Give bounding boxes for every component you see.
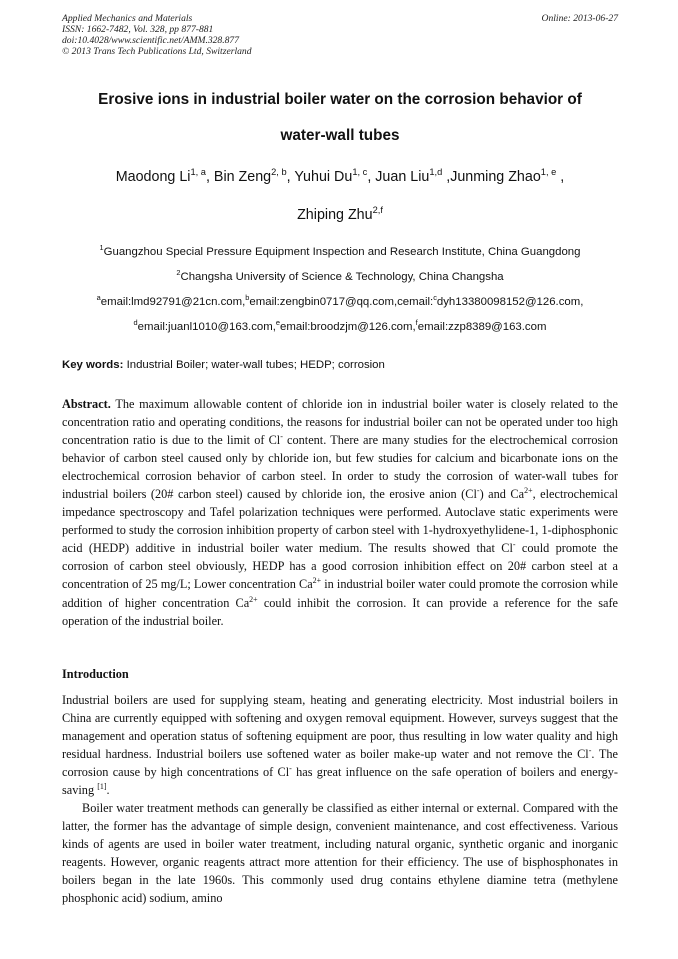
author-separator: , [367, 169, 376, 185]
journal-issn: ISSN: 1662-7482, Vol. 328, pp 877-881 [62, 24, 214, 35]
abstract-text: in industrial boiler water could promote the corrosion while addition of higher concentration Ca [62, 577, 618, 610]
author-name: Zhiping Zhu [297, 207, 373, 223]
author-affiliation-mark: 1,d [429, 167, 443, 178]
keywords-text: Industrial Boiler; water-wall tubes; HEDP; corrosion [123, 359, 385, 371]
ion-charge: 2+ [249, 594, 258, 604]
author-name: Yuhui Du [294, 169, 353, 185]
ion-charge: - [512, 540, 516, 550]
affiliation-1 [50, 243, 630, 258]
author-affiliation-mark: 1, e [540, 167, 557, 178]
affiliation-2 [50, 268, 630, 283]
email-address[interactable]: email:zengbin0717@qq.com,cemail: [249, 296, 434, 308]
paper-title-line-1: Erosive ions in industrial boiler water on the corrosion behavior of [98, 91, 582, 108]
online-date: Online: 2013-06-27 [541, 13, 618, 24]
keywords [62, 359, 385, 371]
email-line-2 [50, 318, 630, 333]
abstract-text: could inhibit the corrosion. It can provide a reference for the safe operation of the industrial boiler. [62, 595, 618, 628]
section-heading-introduction: Introduction [62, 667, 129, 681]
email-mark: c [433, 293, 437, 303]
email-mark: f [415, 318, 418, 328]
author-name: Maodong Li [115, 169, 191, 185]
intro-text: has great influence on the safe operation of boilers and energy-saving [62, 765, 618, 798]
intro-text: . [106, 783, 110, 798]
journal-name: Applied Mechanics and Materials [62, 13, 193, 24]
paper-title-line-2: water-wall tubes [280, 127, 400, 144]
ion-charge: - [588, 746, 592, 756]
abstract-text: could promote the corrosion of carbon steel obviously, HEDP has a good corrosion inhibition effect on 20# carbon steel at a concentration of 25 mg/L; Lower concentration Ca [62, 541, 619, 592]
abstract-paragraph [62, 395, 618, 630]
email-address[interactable]: dyh13380098152@126.com, [436, 296, 584, 308]
author-name: Junming Zhao [450, 169, 541, 185]
keywords-label: Key words: [62, 359, 124, 371]
affiliation-text: Changsha University of Science & Technology, China Changsha [180, 271, 504, 283]
author-affiliation-mark: 2,f [372, 205, 383, 216]
abstract-text: content. There are many studies for the electrochemical corrosion behavior of carbon steel caused only by chloride ion, but few studies for calcium and bicarbonate ions on the electrochemical corrosion behavior of carbon steel. In order to study the corrosion of water-wall tubes for industrial boilers (20# carbon steel) caused by chloride ion, the erosive anion (Cl [62, 433, 618, 502]
author-affiliation-mark: 1, c [352, 167, 368, 178]
email-mark: e [275, 318, 281, 328]
affiliation-text: Guangzhou Special Pressure Equipment Inspection and Research Institute, China Guangdong [103, 246, 581, 258]
email-address[interactable]: email:lmd92791@21cn.com, [100, 296, 246, 308]
author-list-continued [62, 207, 618, 223]
affiliation-mark: 1 [99, 243, 104, 253]
citation-reference[interactable]: [1] [97, 782, 107, 792]
email-address[interactable]: email:juanl1010@163.com, [137, 321, 276, 333]
abstract-text: , electrochemical impedance spectroscopy and Tafel polarization techniques were performed. Autoclave static experiments were performed to study the corrosion inhibition property of carbon steel with 1-hydroxyethylidene-1, 1-diphosphonic acid (HEDP) additive in industrial boiler water medium. The results showed that Cl [62, 487, 618, 556]
author-separator: , [442, 169, 451, 185]
email-address[interactable]: email:broodzjm@126.com, [280, 321, 416, 333]
author-name: Juan Liu [375, 169, 430, 185]
journal-header [62, 13, 618, 57]
author-separator: , [205, 169, 214, 185]
intro-text: Industrial boilers are used for supplying steam, heating and generating electricity. Most industrial boilers in China are currently equipped with softening and oxygen removal equipment. However, surveys suggest that the management and operation status of softening equipment are poor, thus resulting in low water quality and high residual hardness. Industrial boilers use softened water as boiler make-up water and not remove the Cl [62, 693, 618, 762]
email-mark: a [96, 293, 101, 303]
intro-text: . The corrosion cause by high concentrations of Cl [62, 747, 618, 780]
email-address[interactable]: email:zzp8389@163.com [417, 321, 547, 333]
abstract-text: The maximum allowable content of chloride ion in industrial boiler water is closely related to the concentration ratio and operating conditions, the reasons for industrial boiler can not be operated under too high concentration ratio is due to the limit of Cl [62, 397, 618, 448]
author-affiliation-mark: 1, a [190, 167, 206, 178]
author-separator: , [286, 169, 295, 185]
introduction-paragraph-1 [62, 691, 618, 799]
email-mark: b [245, 293, 250, 303]
author-affiliation-mark: 2, b [271, 167, 287, 178]
abstract-label: Abstract. [62, 397, 111, 411]
journal-doi: doi:10.4028/www.scientific.net/AMM.328.877 [62, 35, 240, 46]
abstract-text: ) and Ca [479, 487, 525, 502]
author-list [62, 169, 618, 185]
ion-charge: - [280, 432, 283, 441]
introduction-paragraph-2: Boiler water treatment methods can generally be classified as either internal or external. Compared with the latter, the former has the advantage of simple design, convenient maintenance, and cost effectiveness. Various kinds of agents are used in boiler water treatment, including natural organic, synthetic organic and inorganic reagents. However, organic reagents attract more attention for their efficiency. The use of bisphosphonates in boilers began in the late 1960s. This commonly used drug contains ethylene diamine tetra (methylene phosphonic acid) sodium, amino [62, 801, 618, 906]
ion-charge: - [476, 486, 480, 496]
email-line-1 [50, 293, 630, 308]
author-separator: , [556, 169, 565, 185]
ion-charge: - [289, 764, 292, 774]
journal-copyright: © 2013 Trans Tech Publications Ltd, Switzerland [62, 46, 252, 57]
ion-charge: 2+ [312, 576, 322, 586]
author-name: Bin Zeng [213, 169, 272, 185]
ion-charge: 2+ [524, 486, 533, 496]
email-mark: d [133, 318, 138, 328]
affiliation-mark: 2 [176, 268, 181, 278]
